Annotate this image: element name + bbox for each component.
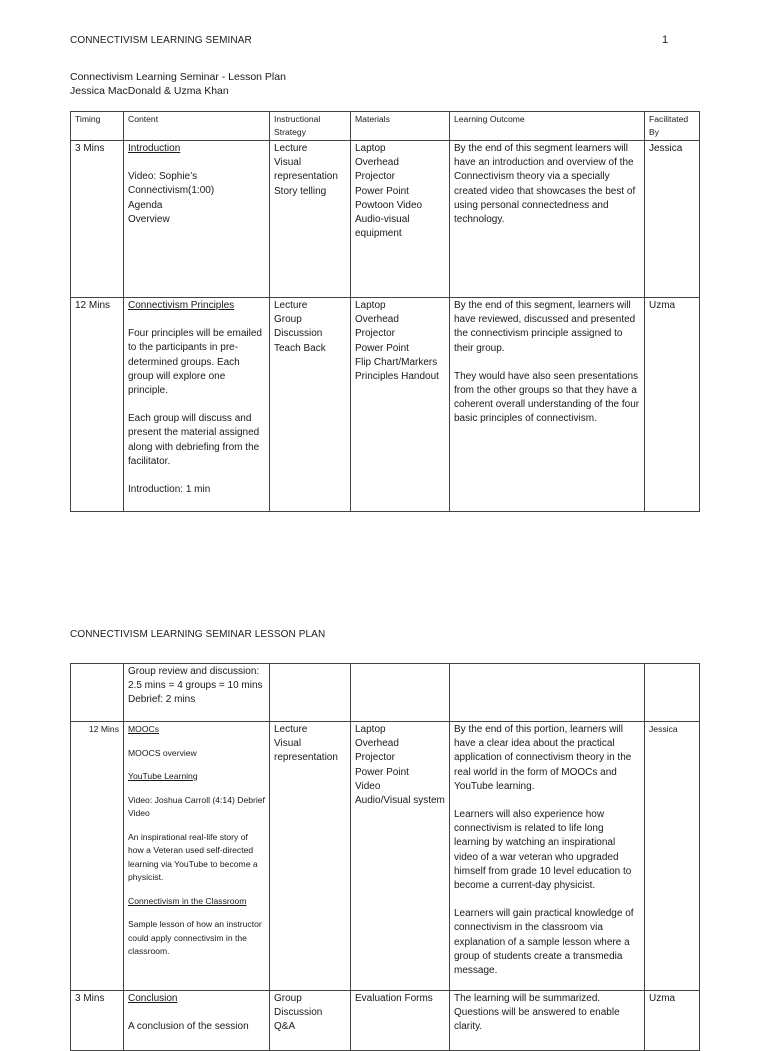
outcome-cell: By the end of this segment learners will have an introduction and overview of the Connectivism theory via a specially created video that showcases the best of using personal connectedness and technology.	[450, 141, 645, 298]
materials-cell	[351, 722, 450, 991]
header-facilitator: Facilitated By	[645, 112, 700, 141]
content-cell	[124, 298, 270, 512]
timing-cell: 12 Mins	[71, 298, 124, 512]
content-cell	[124, 722, 270, 991]
header-strategy: Instructional Strategy	[270, 112, 351, 141]
content-cell	[124, 141, 270, 298]
material-item: Power Point	[355, 342, 409, 354]
timing-cell: 12 Mins	[71, 722, 124, 991]
materials-cell	[351, 991, 450, 1051]
header-materials: Materials	[351, 112, 450, 141]
lesson-plan-table-2	[70, 663, 700, 1051]
strategy-item: Lecture	[274, 724, 308, 735]
material-item: Laptop	[355, 724, 386, 735]
strategy-item: Q&A	[274, 1021, 296, 1033]
youtube-title: YouTube Learning	[128, 771, 198, 781]
strategy-item: Teach Back	[274, 342, 326, 354]
material-item: Powtoon Video	[355, 199, 423, 211]
outcome-cell	[450, 722, 645, 991]
outcome-paragraph: Learners will gain practical knowledge of connectivism in the classroom via explanation of a sample lesson where a group of students create a transmedia message.	[454, 908, 634, 977]
facilitator-cell: Uzma	[645, 991, 700, 1051]
strategy-item: Discussion	[274, 328, 323, 340]
header-outcome: Learning Outcome	[450, 112, 645, 141]
content-cell: Group review and discussion: 2.5 mins = 4 groups = 10 mins Debrief: 2 mins	[124, 664, 270, 722]
content-title: Introduction	[128, 143, 181, 154]
material-item: Power Point	[355, 766, 409, 778]
outcome-cell	[450, 664, 645, 722]
timing-cell: 3 Mins	[71, 991, 124, 1051]
content-paragraph: Four principles will be emailed to the participants in pre-determined groups. Each group will explore one principle.	[128, 328, 262, 397]
video-line	[128, 170, 265, 198]
materials-cell	[351, 298, 450, 512]
page-number: 1	[662, 34, 669, 46]
table-row	[71, 141, 700, 298]
lesson-plan-table-1	[70, 111, 700, 512]
video-label: Video:	[128, 794, 153, 805]
header-content: Content	[124, 112, 270, 141]
facilitator-cell: Uzma	[645, 298, 700, 512]
timing-cell: 3 Mins	[71, 141, 124, 298]
strategy-item: Lecture	[274, 300, 308, 311]
content-cell	[124, 991, 270, 1051]
classroom-title: Connectivism in the Classroom	[128, 895, 247, 906]
material-item: Laptop	[355, 300, 386, 311]
video-text: Joshua Carroll (4:14) Debrief Video	[128, 794, 265, 818]
outcome-cell	[450, 298, 645, 512]
running-header: CONNECTIVISM LEARNING SEMINAR	[70, 35, 252, 46]
video-line	[128, 794, 265, 821]
strategy-item: Visual representation	[274, 157, 338, 183]
material-item: Audio-visual equipment	[355, 214, 410, 240]
table-row	[71, 991, 700, 1051]
outcome-paragraph: Learners will also experience how connectivism is related to life long learning by watching an inspirational video of a war veteran who upgraded himself from grade 10 level education to become a current-day physicist.	[454, 809, 632, 892]
material-item: Video	[355, 780, 381, 792]
table-row	[71, 298, 700, 512]
moocs-overview: MOOCS overview	[128, 747, 197, 758]
content-title: Connectivism Principles	[128, 300, 235, 311]
outcome-paragraph: By the end of this segment, learners will have reviewed, discussed and presented the connectivism principle assigned to their group.	[454, 300, 636, 354]
outcome-paragraph: By the end of this portion, learners will have a clear idea about the practical application of connectivism theory in the real world in the form of MOOCs and YouTube learning.	[454, 724, 632, 792]
material-item: Projector	[355, 171, 396, 183]
material-item: Power Point	[355, 185, 409, 197]
material-item: Projector	[355, 328, 396, 340]
strategy-cell	[270, 722, 351, 991]
document-title: Connectivism Learning Seminar - Lesson Plan	[70, 71, 286, 83]
facilitator-cell	[645, 664, 700, 722]
strategy-item: Group	[274, 993, 302, 1004]
material-item: Projector	[355, 752, 396, 764]
video-text: Sophie’s Connectivism(1:00)	[128, 171, 215, 197]
agenda-text: Agenda	[128, 199, 163, 211]
overview-text: Overview	[128, 213, 170, 225]
table-row	[71, 664, 700, 722]
materials-cell	[351, 141, 450, 298]
outcome-cell: The learning will be summarized. Questions will be answered to enable clarity.	[450, 991, 645, 1051]
outcome-paragraph: They would have also seen presentations from the other groups so that they have a coherent overall understanding of the four basic principles of connectivism.	[454, 370, 640, 425]
strategy-item: Visual representation	[274, 738, 338, 764]
material-item: Evaluation Forms	[355, 993, 433, 1004]
document-authors: Jessica MacDonald & Uzma Khan	[70, 85, 229, 97]
material-item: Audio/Visual system	[355, 795, 445, 807]
content-paragraph: Each group will discuss and present the material assigned along with debriefing from the facilitator.	[128, 413, 260, 467]
content-paragraph: Introduction: 1 min	[128, 484, 211, 496]
material-item: Laptop	[355, 143, 386, 154]
strategy-item: Story telling	[274, 185, 327, 197]
moocs-title: MOOCs	[128, 724, 160, 734]
table-row	[71, 722, 700, 991]
material-item: Principles Handout	[355, 371, 439, 383]
content-paragraph: A conclusion of the session	[128, 1021, 249, 1033]
facilitator-cell: Jessica	[645, 722, 700, 991]
classroom-text: Sample lesson of how an instructor could apply connectivsim in the classroom.	[128, 919, 262, 956]
content-title: Conclusion	[128, 993, 178, 1004]
facilitator-cell: Jessica	[645, 141, 700, 298]
video-label: Video:	[128, 171, 157, 183]
material-item: Overhead	[355, 157, 399, 169]
section-heading: CONNECTIVISM LEARNING SEMINAR LESSON PLAN	[70, 629, 326, 640]
strategy-cell	[270, 141, 351, 298]
story-text: An inspirational real-life story of how a Veteran used self-directed learning via YouTube to become a physicist.	[128, 831, 258, 882]
strategy-cell	[270, 298, 351, 512]
material-item: Flip Chart/Markers	[355, 356, 438, 368]
timing-cell	[71, 664, 124, 722]
strategy-cell	[270, 991, 351, 1051]
table-header-row	[71, 112, 700, 141]
materials-cell	[351, 664, 450, 722]
material-item: Overhead	[355, 738, 399, 750]
header-timing: Timing	[71, 112, 124, 141]
strategy-cell	[270, 664, 351, 722]
strategy-item: Lecture	[274, 143, 308, 154]
material-item: Overhead	[355, 314, 399, 326]
strategy-item: Group	[274, 314, 302, 326]
strategy-item: Discussion	[274, 1007, 323, 1019]
